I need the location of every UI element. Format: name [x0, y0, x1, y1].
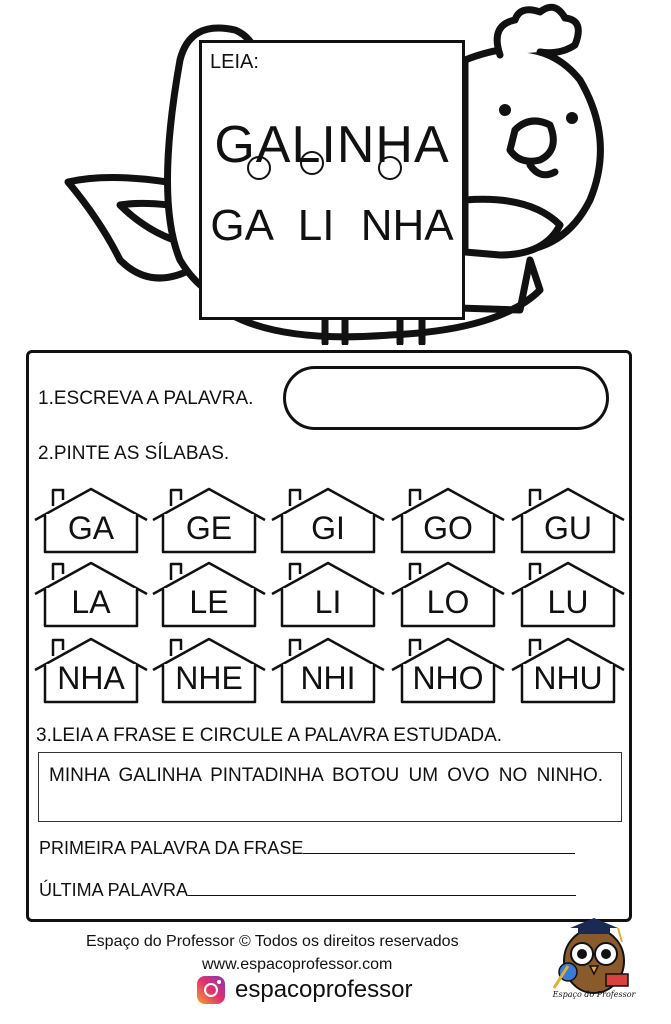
- syllable-label: LO: [426, 584, 470, 620]
- syllable-dot-1: [247, 156, 271, 180]
- syllable-label: LU: [547, 584, 589, 620]
- syllable-house[interactable]: [33, 486, 149, 556]
- syllable-label: GU: [544, 510, 592, 546]
- first-word-question: [39, 838, 575, 859]
- first-word-answer-line[interactable]: [303, 839, 575, 854]
- syllable-label: GA: [67, 510, 115, 546]
- syllable-house[interactable]: [390, 636, 506, 706]
- syllable-label: NHO: [412, 660, 484, 696]
- syllable-label: LA: [71, 584, 111, 620]
- exercise-2-prompt: 2.PINTE AS SÍLABAS.: [38, 443, 230, 464]
- exercise-1-prompt: 1.ESCREVA A PALAVRA.: [38, 388, 254, 409]
- syllable-label: GI: [311, 510, 345, 546]
- syllable-house[interactable]: [270, 560, 386, 630]
- exercise-3-prompt: 3.LEIA A FRASE E CIRCULE A PALAVRA ESTUDADA.: [36, 725, 503, 746]
- syllable-label: LE: [189, 584, 229, 620]
- syllable-house[interactable]: [151, 486, 267, 556]
- last-word-question: [39, 880, 576, 901]
- syllables-line: GA LI NHA: [210, 201, 454, 250]
- write-word-answer-box[interactable]: [283, 366, 609, 430]
- website-link[interactable]: www.espacoprofessor.com: [202, 956, 393, 973]
- syllable-label: LI: [314, 584, 342, 620]
- instagram-icon: [197, 976, 225, 1004]
- syllable-house[interactable]: [270, 486, 386, 556]
- instagram-handle[interactable]: [197, 976, 412, 1004]
- instagram-handle-text: espacoprofessor: [235, 976, 413, 1003]
- syllable-label: GO: [423, 510, 473, 546]
- syllable-label: NHE: [175, 660, 243, 696]
- syllable-label: NHA: [57, 660, 125, 696]
- syllable-house[interactable]: [151, 560, 267, 630]
- syllable-house[interactable]: [151, 636, 267, 706]
- syllable-house[interactable]: [390, 560, 506, 630]
- reading-card: [199, 40, 465, 320]
- syllable-house[interactable]: [270, 636, 386, 706]
- syllable-dot-2: [300, 151, 324, 175]
- syllable-label: NHU: [533, 660, 603, 696]
- first-word-label: PRIMEIRA PALAVRA DA FRASE: [39, 838, 304, 858]
- read-label: LEIA:: [210, 51, 259, 73]
- logo-caption: Espaço do Professor: [552, 990, 636, 999]
- syllable-house[interactable]: [510, 560, 626, 630]
- owl-logo-icon: [548, 916, 640, 1016]
- last-word-answer-line[interactable]: [188, 881, 576, 896]
- syllable-label: NHI: [300, 660, 356, 696]
- syllable-house[interactable]: [510, 486, 626, 556]
- syllable-house[interactable]: [33, 560, 149, 630]
- sentence-box[interactable]: MINHA GALINHA PINTADINHA BOTOU UM OVO NO NINHO.: [38, 752, 622, 822]
- study-word: GALINHA: [214, 116, 450, 174]
- syllable-dot-3: [378, 156, 402, 180]
- last-word-label: ÚLTIMA PALAVRA: [39, 880, 189, 900]
- syllable-house[interactable]: [510, 636, 626, 706]
- syllable-house[interactable]: [33, 636, 149, 706]
- copyright-text: Espaço do Professor © Todos os direitos reservados: [86, 933, 459, 950]
- syllable-label: GE: [185, 510, 233, 546]
- syllable-house[interactable]: [390, 486, 506, 556]
